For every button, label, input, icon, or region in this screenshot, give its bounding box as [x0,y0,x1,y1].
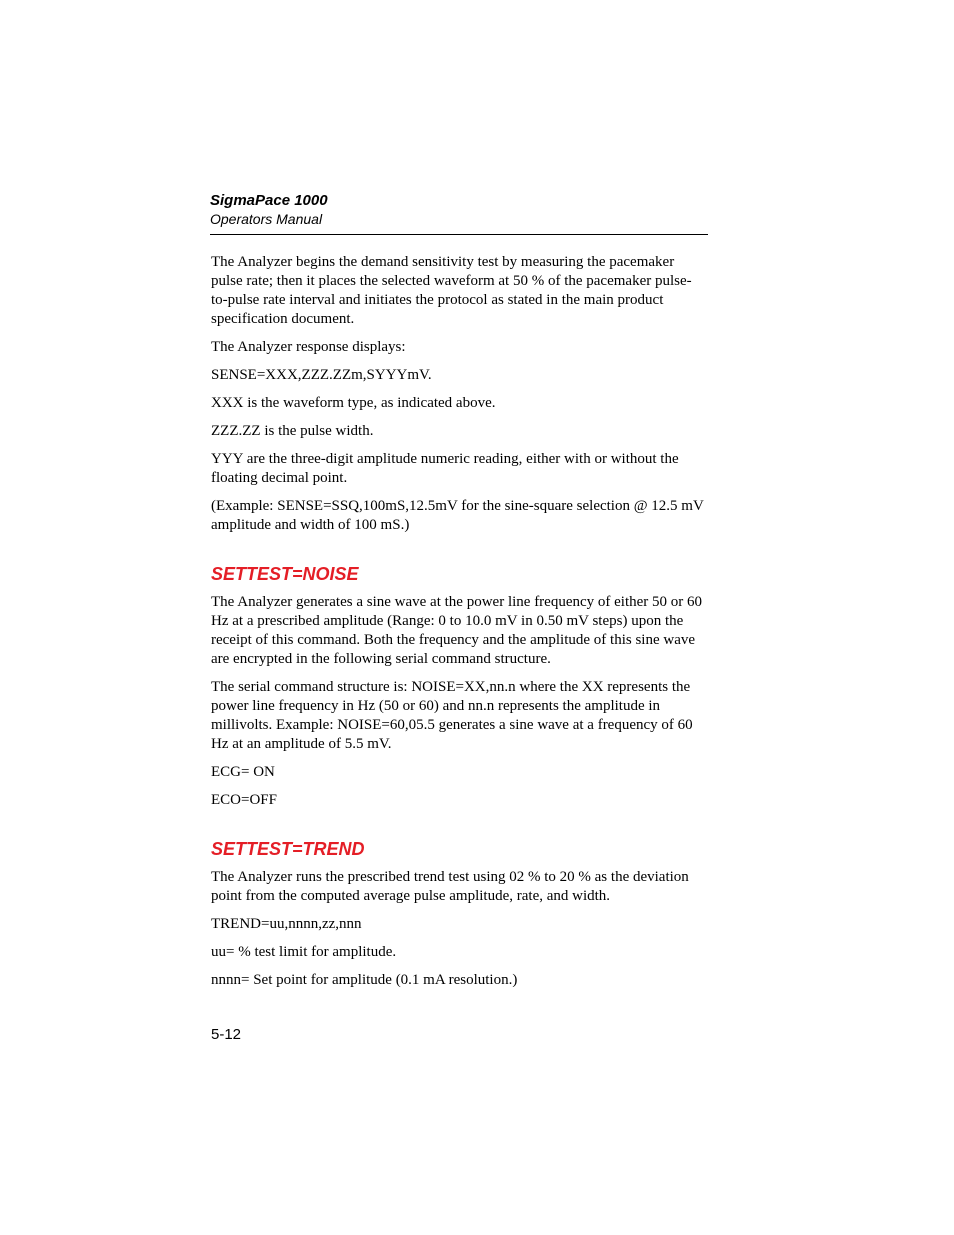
paragraph-xxx-definition: XXX is the waveform type, as indicated above. [211,395,496,411]
manual-subtitle: Operators Manual [210,211,323,227]
paragraph-noise-structure: The serial command structure is: NOISE=XX,nn.n where the XX represents the power line frequency in Hz (50 or 60) and nn.n represents the amplitude in millivolts. Example: NOISE=60,05.5 generates a sine wave at a frequency of 60 Hz at an amplitude of 5.5 mV. [211,679,693,752]
paragraph-uu-definition: uu= % test limit for amplitude. [211,944,397,960]
paragraph-response-displays: The Analyzer response displays: [211,339,406,355]
paragraph-zzz-definition: ZZZ.ZZ is the pulse width. [211,423,374,439]
page-content [211,253,707,999]
heading-settest-noise: SETTEST=NOISE [211,564,359,584]
paragraph-trend-description: The Analyzer runs the prescribed trend test using 02 % to 20 % as the deviation point from the computed average pulse amplitude, rate, and width. [211,869,689,904]
paragraph-eco-off: ECO=OFF [211,792,277,808]
page-number: 5-12 [211,1026,242,1043]
manual-title: SigmaPace 1000 [210,192,328,209]
paragraph-yyy-definition: YYY are the three-digit amplitude numeric reading, either with or without the floating decimal point. [211,451,679,486]
paragraph-ecg-on: ECG= ON [211,764,275,780]
heading-settest-trend: SETTEST=TREND [211,839,365,859]
page-header [210,191,708,235]
paragraph-noise-description: The Analyzer generates a sine wave at the power line frequency of either 50 or 60 Hz at a prescribed amplitude (Range: 0 to 10.0 mV in 0.50 mV steps) upon the receipt of this command. Both the frequency and the amplitude of this sine wave are encrypted in the following serial command structure. [211,594,703,667]
paragraph-sense-format: SENSE=XXX,ZZZ.ZZm,SYYYmV. [211,367,432,383]
paragraph-sense-example: (Example: SENSE=SSQ,100mS,12.5mV for the sine-square selection @ 12.5 mV amplitude and width of 100 mS.) [211,498,704,533]
paragraph-trend-format: TREND=uu,nnnn,zz,nnn [211,916,362,932]
paragraph-demand-sensitivity: The Analyzer begins the demand sensitivity test by measuring the pacemaker pulse rate; then it places the selected waveform at 50 % of the pacemaker pulse-to-pulse rate interval and initiates the protocol as stated in the main product specification document. [211,254,692,327]
paragraph-nnnn-definition: nnnn= Set point for amplitude (0.1 mA resolution.) [211,972,518,988]
